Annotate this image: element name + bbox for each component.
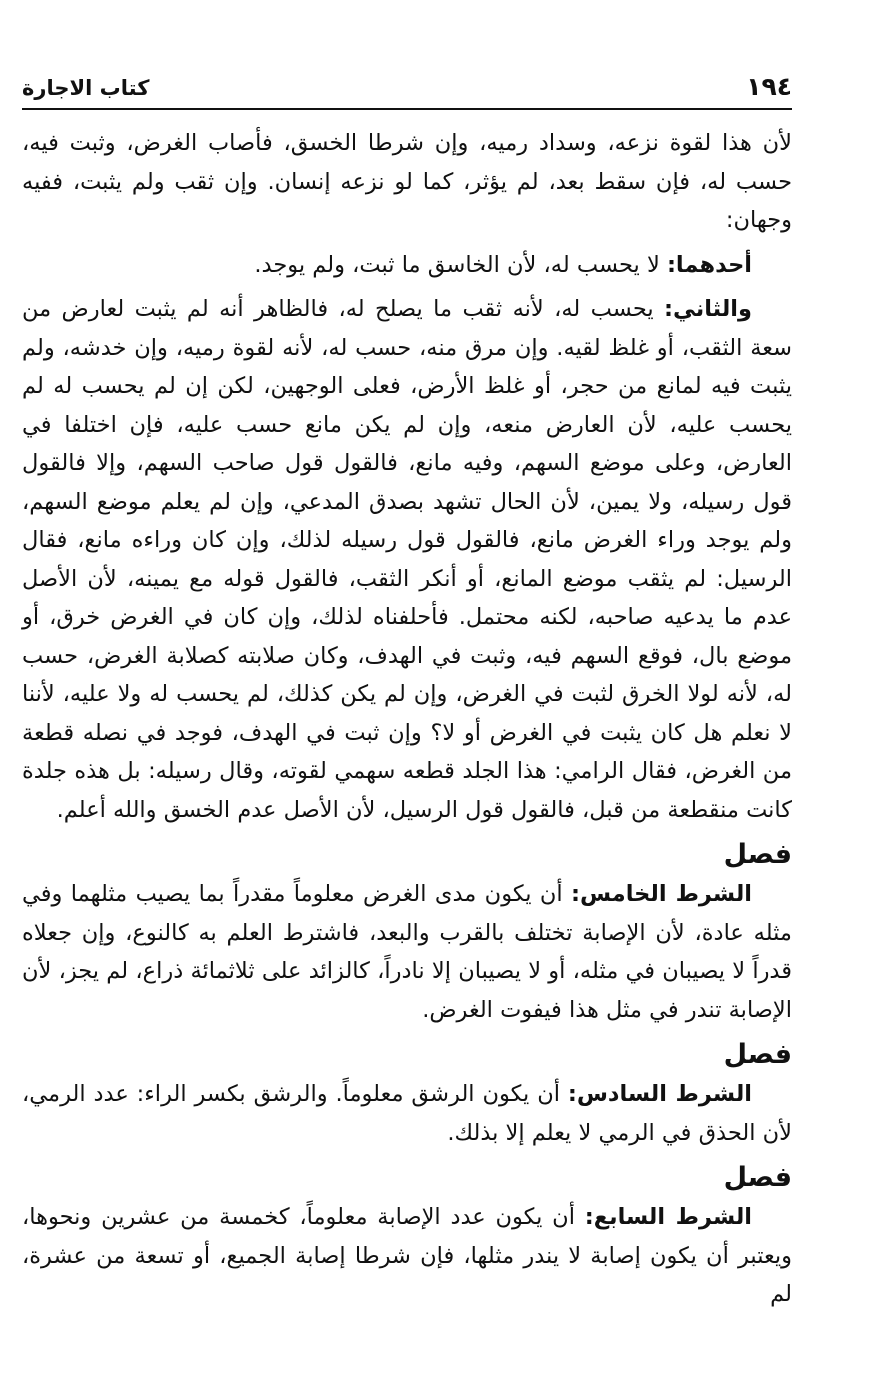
paragraph-6-lead: الشرط السابع: (584, 1204, 752, 1230)
paragraph-2-lead: أحدهما: (666, 251, 752, 278)
paragraph-6-text: أن يكون عدد الإصابة معلوماً، كخمسة من عشرين ونحوها، ويعتبر أن يكون إصابة لا يندر مثلها، فإن شرطا إصابة الجميع، أو تسعة من عشرة، لم (22, 1204, 792, 1307)
paragraph-3-lead: والثاني: (664, 296, 752, 322)
paragraph-1: لأن هذا لقوة نزعه، وسداد رميه، وإن شرطا الخسق، فأصاب الغرض، وثبت فيه، حسب له، فإن سقط بعد، لم يؤثر، كما لو نزعه إنسان. وإن ثقب ولم يثبت، ففيه وجهان: (22, 130, 792, 233)
paragraph-5-lead: الشرط السادس: (567, 1081, 752, 1107)
paragraph-6 (22, 1198, 792, 1314)
page-body (22, 124, 792, 1314)
paragraph-4-lead: الشرط الخامس: (570, 881, 752, 907)
running-title: كتاب الاجارة (22, 76, 150, 100)
page-number: ١٩٤ (746, 72, 792, 101)
section-heading-3: فصل (723, 1162, 792, 1193)
paragraph-2 (22, 246, 792, 285)
paragraph-5-text: أن يكون الرشق معلوماً. والرشق بكسر الراء: عدد الرمي، لأن الحذق في الرمي لا يعلم إلا بذلك. (22, 1081, 792, 1146)
paragraph-3-text: يحسب له، لأنه ثقب ما يصلح له، فالظاهر أنه لم يثبت لعارض من سعة الثقب، أو غلظ لقيه. وإن مرق منه، حسب له، لأنه لقوة رميه، وإن خدشه، ولم يثبت فيه لمانع من حجر، أو غلظ الأرض، فعلى الوجهين، لكن إن لم يحسب له لم يحسب عليه، لأن العارض منعه، وإن لم يكن مانع حسب عليه، فإن اختلفا في العارض، وعلى موضع السهم، وفيه مانع، فالقول قول صاحب السهم، وإلا فالقول قول رسيله، ولا يمين، لأن الحال تشهد بصدق المدعي، وإن لم يعلم موضع السهم، ولم يوجد وراء الغرض مانع، فالقول قول رسيله لذلك، وإن كان وراءه مانع، فقال الرسيل: لم يثقب موضع المانع، أو أنكر الثقب، فالقول قوله مع يمينه، لأن الأصل عدم ما يدعيه صاحبه، لكنه محتمل. فأحلفناه لذلك، وإن كان في الغرض خرق، أو موضع بال، فوقع السهم فيه، وثبت في الهدف، وكان صلابته كصلابة الغرض، حسب له، لأنه لولا الخرق لثبت في الغرض، وإن لم يكن كذلك، لم يحسب له ولا عليه، لأننا لا نعلم هل كان يثبت في الغرض أو لا؟ وإن ثبت في الهدف، فوجد في نصله قطعة من الغرض، فقال الرامي: هذا الجلد قطعه سهمي لقوته، وقال رسيله: بل هذه جلدة كانت منقطعة من قبل، فالقول قول الرسيل، لأن الأصل عدم الخسق والله أعلم. (22, 296, 792, 823)
book-page (22, 64, 792, 1314)
section-heading-2: فصل (723, 1039, 792, 1070)
paragraph-2-text: لا يحسب له، لأن الخاسق ما ثبت، ولم يوجد. (254, 251, 667, 278)
page-header (22, 64, 792, 110)
paragraph-4 (22, 875, 792, 1029)
paragraph-3 (22, 290, 792, 829)
section-heading-1: فصل (723, 839, 792, 870)
paragraph-5 (22, 1075, 792, 1152)
paragraph-4-text: أن يكون مدى الغرض معلوماً مقدراً بما يصيب مثلهما وفي مثله عادة، لأن الإصابة تختلف بالقرب والبعد، فاشترط العلم به كالنوع، وإن جعلاه قدراً لا يصيبان في مثله، أو لا يصيبان إلا نادراً، كالزائد على ثلاثمائة ذراع، لم يجز، لأن الإصابة تندر في مثل هذا فيفوت الغرض. (22, 881, 792, 1023)
